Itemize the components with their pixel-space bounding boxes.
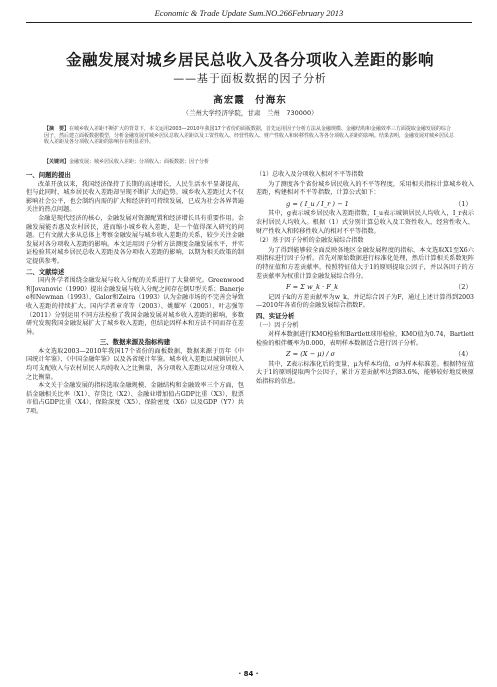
equation-number: （2）	[454, 283, 472, 292]
section-heading-1: 一、问题的提出	[26, 171, 71, 179]
paragraph: 金融是现代经济的核心，金融发展对资源配置和经济增长具有重要作用。金融发展能否惠及农村居民，进而缩小城乡收入差距，是一个值得深入研究的问题。已有文献大多从总体上考察金融发展与城乡收入差距的关系，较少关注金融发展对各分项收入差距的影响。本文运用因子分析方法测度金融发展水平，并实证检验其对城乡居民总收入差距及各分项收入差距的影响，以期为相关政策的制定提供参考。	[26, 214, 244, 265]
subsection-heading: （2）基于因子分析的金融发展综合指数	[256, 237, 364, 245]
paragraph: 改革开放以来，我国经济保持了长期的高速增长，人民生活水平显著提高，但与此同时，城乡居民收入差距却呈现不断扩大的趋势。城乡收入差距过大不仅影响社会公平，也会制约内需的扩大和经济的可持续发展，已成为社会各界普遍关注的热点问题。	[26, 180, 244, 214]
formula-3	[286, 350, 474, 359]
page-number: · 84 ·	[238, 670, 259, 678]
abstract	[44, 126, 454, 146]
paper-title: 金融发展对城乡居民总收入及各分项收入差距的影响	[65, 51, 434, 69]
section-heading-3: 三、数据来源及指标构建	[99, 338, 171, 347]
abstract-text: 在城乡收入差距不断扩大的背景下，本文运用2003—2010年我国17个省份的面板数据，首先运用因子分析方法从金融规模、金融结构和金融效率三方面提取金融发展的综合因子，然后建立面板数据模型，分析金融发展对城乡居民总收入差距以及工资性收入、经营性收入、财产性收入和转移性收入等各分项收入差距的影响。结果表明，金融发展对城乡居民总收入差距及各分项收入差距的影响存在明显差异。	[44, 126, 455, 146]
paragraph: 对样本数据进行KMO检验和Bartlett球形检验，KMO值为0.74，Bartlett检验的相伴概率为0.000，表明样本数据适合进行因子分析。	[256, 331, 474, 347]
paper-affiliation: （兰州大学经济学院，甘肃 兰州 730000）	[182, 109, 318, 117]
paragraph: 记因子k的方差贡献率为w_k，并记综合因子为F，通过上述计算得到2003—2010年各省份的金融发展综合指数F。	[256, 293, 474, 310]
formula-text: Z = (X − μ) / σ	[286, 350, 336, 359]
formula-text: g = ( I_u / I_r ) − 1	[286, 199, 349, 208]
formula-2	[286, 283, 474, 292]
equation-number: （4）	[454, 350, 472, 359]
section-heading-2: 二、文献综述	[26, 267, 65, 276]
formula-1	[286, 200, 474, 209]
paragraph: 为了测度各个省份城乡居民收入的不平等程度，采用相关指标计算城乡收入差距，构建相对不平等指数，计算公式如下：	[256, 180, 474, 197]
left-column	[26, 170, 244, 658]
keywords-text: 金融发展；城乡居民收入差距；分项收入；面板数据；因子分析	[69, 159, 210, 165]
subsection-heading: （1）总收入及分项收入相对不平等指数	[256, 171, 364, 178]
keywords-label: 【关键词】	[44, 159, 70, 165]
paragraph: 其中，Z表示标准化后的变量，μ为样本均值，σ为样本标准差。根据特征值大于1的原则提取两个公因子，累计方差贡献率达到83.6%，能够较好地反映原始指标的信息。	[256, 360, 474, 386]
keywords	[44, 158, 454, 165]
paragraph: 本文选取2003—2010年我国17个省份的面板数据，数据来源于历年《中国统计年鉴》、《中国金融年鉴》以及各省统计年鉴。城乡收入差距以城镇居民人均可支配收入与农村居民人均纯收入之比衡量，各分项收入差距以对应分项收入之比衡量。	[26, 347, 244, 381]
equation-number: （1）	[454, 199, 472, 208]
journal-header: Economic & Trade Update Sum.NO.266February 2013	[26, 4, 472, 23]
paragraph: 国内外学者围绕金融发展与收入分配的关系进行了大量研究。Greenwood和Jovanovic（1990）提出金融发展与收入分配之间存在倒U型关系；Banerjee和Newman（1993）、Galor和Zeira（1993）认为金融市场的不完善会导致收入差距的持续扩大。国内学者章奇等（2003）、姚耀军（2005）、叶志强等（2011）分别运用不同方法检验了我国金融发展对城乡收入差距的影响，多数研究发现我国金融发展扩大了城乡收入差距，但结论因样本和方法不同而存在差异。	[26, 277, 244, 336]
subsection-heading: （一）因子分析	[256, 321, 299, 329]
paper-subtitle: ——基于面板数据的因子分析	[173, 72, 327, 85]
formula-text: F = Σ w_k · F_k	[286, 283, 339, 292]
paper-authors: 高宏霞 付海东	[213, 95, 287, 106]
section-heading-4: 四、实证分析	[256, 311, 295, 320]
abstract-label: 【摘 要】	[44, 126, 70, 132]
paragraph: 为了得到能够较全面反映各地区金融发展程度的指标，本文选取X1至X6六项指标进行因子分析。首先对原始数据进行标准化处理，然后计算相关系数矩阵的特征值和方差贡献率，按照特征值大于1的原则提取公因子，并以各因子的方差贡献率为权重计算金融发展综合得分。	[256, 246, 474, 280]
paragraph: 本文关于金融发展的指标选取金融规模、金融结构和金融效率三个方面，包括金融相关比率（X1）、存贷比（X2）、金融业增加值占GDP比重（X3）、股票市值占GDP比重（X4）、保险深度（X5）、保险密度（X6）以及GDP（Y7）共7项。	[26, 382, 244, 416]
paragraph: 其中，g表示城乡居民收入差距指数，I_u表示城镇居民人均收入，I_r表示农村居民人均收入。根据（1）式分别计算总收入及工资性收入、经营性收入、财产性收入和转移性收入的相对不平等指数。	[256, 210, 474, 235]
right-column	[256, 170, 474, 658]
